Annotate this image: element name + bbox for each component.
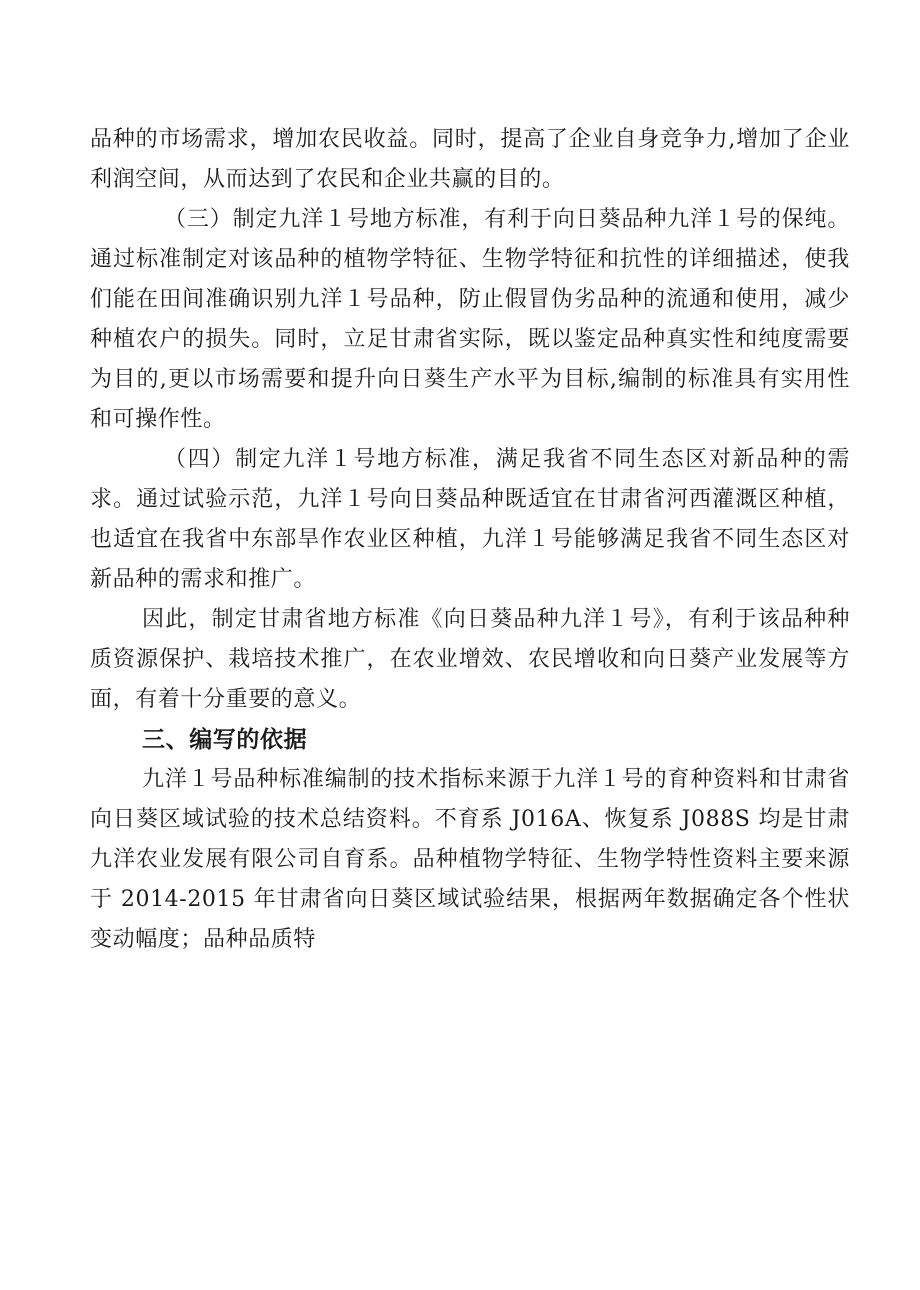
section-heading: 三、编写的依据	[142, 727, 308, 753]
paragraph-conclusion: 因此，制定甘肃省地方标准《向日葵品种九洋１号》，有利于该品种种质资源保护、栽培技术推广，在农业增效、农民增收和向日葵产业发展等方面，有着十分重要的意义。	[90, 607, 850, 712]
paragraph-ecological-zones: （四）制定九洋１号地方标准，满足我省不同生态区对新品种的需求。通过试验示范，九洋１号向日葵品种既适宜在甘肃省河西灌溉区种植，也适宜在我省中东部旱作农业区种植，九洋１号能够满足我省不同生态区对新品种的需求和推广。	[90, 447, 850, 592]
paragraph-purity: （三）制定九洋１号地方标准，有利于向日葵品种九洋１号的保纯。通过标准制定对该品种的植物学特征、生物学特征和抗性的详细描述，使我们能在田间准确识别九洋１号品种，防止假冒伪劣品种的流通和使用，减少种植农户的损失。同时，立足甘肃省实际，既以鉴定品种真实性和纯度需要为目的,更以市场需要和提升向日葵生产水平为目标,编制的标准具有实用性和可操作性。	[90, 207, 850, 432]
paragraph-basis: 九洋１号品种标准编制的技术指标来源于九洋１号的育种资料和甘肃省向日葵区域试验的技术总结资料。不育系 J016A、恢复系 J088S 均是甘肃九洋农业发展有限公司自育系。品种植物学特征、生物学特性资料主要来源于 2014-2015 年甘肃省向日葵区域试验结果，根据两年数据确定各个性状变动幅度；品种品质特	[90, 767, 850, 952]
paragraph-market-demand: 品种的市场需求，增加农民收益。同时，提高了企业自身竞争力,增加了企业利润空间，从而达到了农民和企业共赢的目的。	[90, 127, 850, 192]
document-page	[90, 120, 850, 960]
